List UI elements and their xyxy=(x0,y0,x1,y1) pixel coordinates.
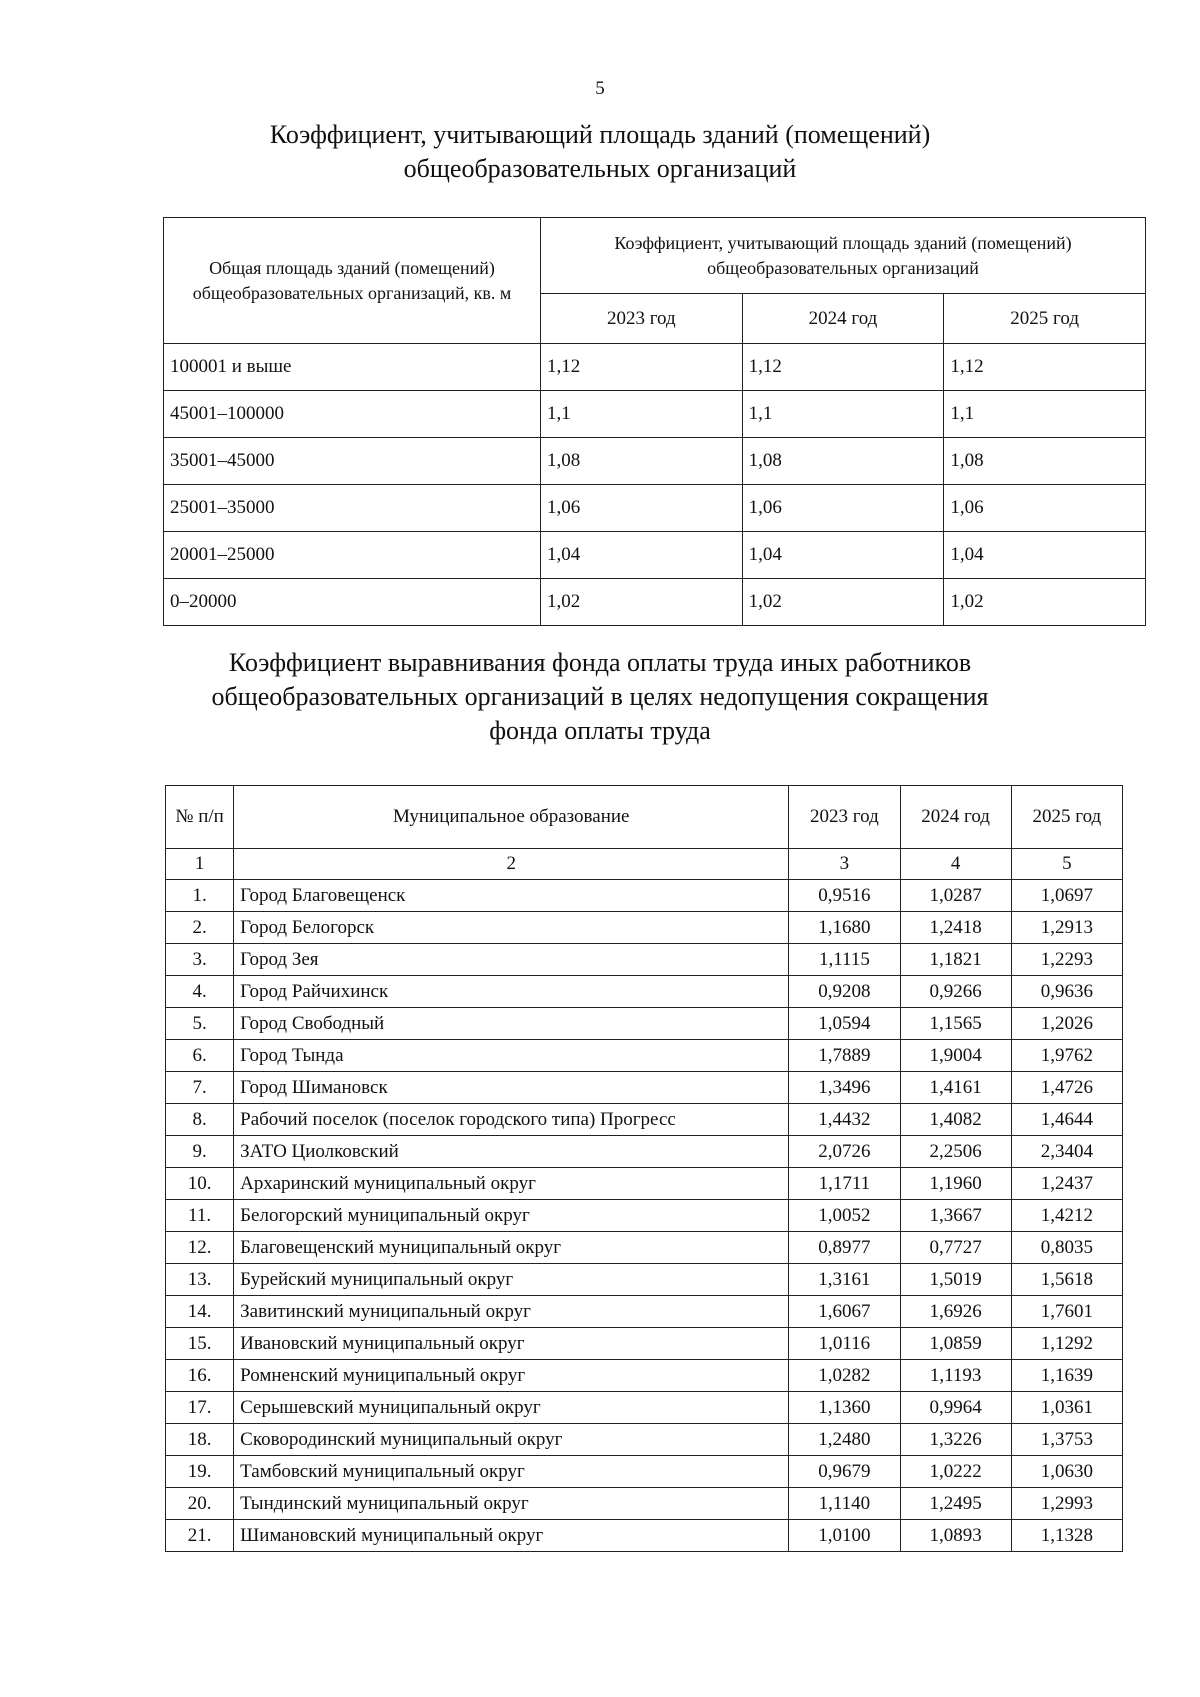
row-number: 13. xyxy=(166,1264,234,1296)
fot-value-2024: 1,6926 xyxy=(900,1296,1011,1328)
fot-value-2024: 1,5019 xyxy=(900,1264,1011,1296)
fot-value-2023: 1,2480 xyxy=(789,1424,900,1456)
table-row xyxy=(166,1104,1123,1136)
area-range-cell: 0–20000 xyxy=(164,579,541,626)
row-number: 11. xyxy=(166,1200,234,1232)
municipality-name: Тамбовский муниципальный округ xyxy=(234,1456,789,1488)
table-row xyxy=(166,1424,1123,1456)
table-row xyxy=(166,1488,1123,1520)
fot-value-2025: 1,4212 xyxy=(1011,1200,1122,1232)
fot-value-2024: 0,9266 xyxy=(900,976,1011,1008)
fot-value-2023: 1,1115 xyxy=(789,944,900,976)
table-row xyxy=(166,880,1123,912)
municipality-name: Рабочий поселок (поселок городского типа) Прогресс xyxy=(234,1104,789,1136)
table-row xyxy=(166,1296,1123,1328)
area-value-2024: 1,04 xyxy=(742,532,944,579)
fot-value-2025: 0,9636 xyxy=(1011,976,1122,1008)
table-row xyxy=(166,1072,1123,1104)
area-header-left: Общая площадь зданий (помещений) общеобразовательных организаций, кв. м xyxy=(164,218,541,344)
area-header-right: Коэффициент, учитывающий площадь зданий (помещений) общеобразовательных организаций xyxy=(541,218,1146,294)
fot-value-2024: 1,3667 xyxy=(900,1200,1011,1232)
fot-value-2025: 1,3753 xyxy=(1011,1424,1122,1456)
row-number: 5. xyxy=(166,1008,234,1040)
row-number: 9. xyxy=(166,1136,234,1168)
row-number: 4. xyxy=(166,976,234,1008)
area-value-2025: 1,04 xyxy=(944,532,1146,579)
fot-column-index: 1 xyxy=(166,849,234,880)
area-value-2025: 1,1 xyxy=(944,391,1146,438)
table-row xyxy=(166,1328,1123,1360)
fot-value-2024: 1,0859 xyxy=(900,1328,1011,1360)
fot-value-2025: 1,2993 xyxy=(1011,1488,1122,1520)
page-number: 5 xyxy=(595,78,605,99)
municipality-name: Шимановский муниципальный округ xyxy=(234,1520,789,1552)
area-value-2024: 1,12 xyxy=(742,344,944,391)
area-title-line: общеобразовательных организаций xyxy=(403,154,797,183)
municipality-name: Город Зея xyxy=(234,944,789,976)
fot-value-2024: 1,4082 xyxy=(900,1104,1011,1136)
fot-header-num: № п/п xyxy=(166,786,234,849)
table-row xyxy=(164,485,1146,532)
area-value-2023: 1,12 xyxy=(541,344,743,391)
row-number: 15. xyxy=(166,1328,234,1360)
fot-column-index: 3 xyxy=(789,849,900,880)
municipality-name: Город Тында xyxy=(234,1040,789,1072)
row-number: 3. xyxy=(166,944,234,976)
fot-value-2023: 1,4432 xyxy=(789,1104,900,1136)
table-row xyxy=(166,1360,1123,1392)
fot-value-2023: 0,9679 xyxy=(789,1456,900,1488)
table-row xyxy=(166,1040,1123,1072)
fot-value-2023: 1,1680 xyxy=(789,912,900,944)
table-row xyxy=(164,532,1146,579)
fot-value-2023: 1,0282 xyxy=(789,1360,900,1392)
municipality-name: ЗАТО Циолковский xyxy=(234,1136,789,1168)
area-header-year-2024: 2024 год xyxy=(742,294,944,344)
fot-coefficient-table xyxy=(165,785,1123,1552)
municipality-name: Город Белогорск xyxy=(234,912,789,944)
row-number: 18. xyxy=(166,1424,234,1456)
area-value-2023: 1,08 xyxy=(541,438,743,485)
table-row xyxy=(166,1008,1123,1040)
area-range-cell: 35001–45000 xyxy=(164,438,541,485)
area-value-2025: 1,02 xyxy=(944,579,1146,626)
area-value-2023: 1,1 xyxy=(541,391,743,438)
fot-title-line: общеобразовательных организаций в целях недопущения сокращения xyxy=(211,682,989,711)
fot-value-2024: 1,2418 xyxy=(900,912,1011,944)
fot-value-2025: 0,8035 xyxy=(1011,1232,1122,1264)
table-row xyxy=(164,391,1146,438)
fot-value-2023: 0,9516 xyxy=(789,880,900,912)
fot-value-2025: 1,4644 xyxy=(1011,1104,1122,1136)
fot-column-index: 5 xyxy=(1011,849,1122,880)
fot-value-2025: 1,2026 xyxy=(1011,1008,1122,1040)
row-number: 17. xyxy=(166,1392,234,1424)
area-header-year-2023: 2023 год xyxy=(541,294,743,344)
table-row xyxy=(166,1456,1123,1488)
area-value-2024: 1,1 xyxy=(742,391,944,438)
row-number: 2. xyxy=(166,912,234,944)
fot-value-2025: 1,2293 xyxy=(1011,944,1122,976)
fot-value-2023: 1,0116 xyxy=(789,1328,900,1360)
table-row xyxy=(166,1264,1123,1296)
table-row xyxy=(166,1392,1123,1424)
municipality-name: Тындинский муниципальный округ xyxy=(234,1488,789,1520)
table-row xyxy=(166,1136,1123,1168)
fot-value-2023: 2,0726 xyxy=(789,1136,900,1168)
fot-value-2025: 1,7601 xyxy=(1011,1296,1122,1328)
fot-value-2025: 1,5618 xyxy=(1011,1264,1122,1296)
row-number: 8. xyxy=(166,1104,234,1136)
fot-value-2025: 1,9762 xyxy=(1011,1040,1122,1072)
area-value-2024: 1,06 xyxy=(742,485,944,532)
fot-value-2025: 1,1639 xyxy=(1011,1360,1122,1392)
area-range-cell: 100001 и выше xyxy=(164,344,541,391)
fot-value-2025: 2,3404 xyxy=(1011,1136,1122,1168)
fot-value-2024: 0,9964 xyxy=(900,1392,1011,1424)
municipality-name: Город Шимановск xyxy=(234,1072,789,1104)
table-row xyxy=(166,944,1123,976)
municipality-name: Архаринский муниципальный округ xyxy=(234,1168,789,1200)
area-range-cell: 20001–25000 xyxy=(164,532,541,579)
fot-header-year-2024: 2024 год xyxy=(900,786,1011,849)
municipality-name: Благовещенский муниципальный округ xyxy=(234,1232,789,1264)
fot-value-2025: 1,2913 xyxy=(1011,912,1122,944)
area-value-2023: 1,06 xyxy=(541,485,743,532)
row-number: 19. xyxy=(166,1456,234,1488)
fot-header-name: Муниципальное образование xyxy=(234,786,789,849)
row-number: 16. xyxy=(166,1360,234,1392)
fot-value-2023: 1,0100 xyxy=(789,1520,900,1552)
table-row xyxy=(166,1232,1123,1264)
table-row xyxy=(164,344,1146,391)
fot-value-2025: 1,1328 xyxy=(1011,1520,1122,1552)
fot-value-2023: 1,1140 xyxy=(789,1488,900,1520)
row-number: 10. xyxy=(166,1168,234,1200)
table-row xyxy=(166,1520,1123,1552)
municipality-name: Сковородинский муниципальный округ xyxy=(234,1424,789,1456)
area-value-2025: 1,06 xyxy=(944,485,1146,532)
fot-value-2023: 0,9208 xyxy=(789,976,900,1008)
fot-value-2025: 1,0697 xyxy=(1011,880,1122,912)
fot-section-title xyxy=(0,646,1200,748)
fot-value-2024: 1,1960 xyxy=(900,1168,1011,1200)
area-value-2023: 1,04 xyxy=(541,532,743,579)
fot-value-2025: 1,4726 xyxy=(1011,1072,1122,1104)
municipality-name: Город Райчихинск xyxy=(234,976,789,1008)
fot-value-2023: 1,6067 xyxy=(789,1296,900,1328)
fot-title-line: Коэффициент выравнивания фонда оплаты труда иных работников xyxy=(228,648,972,677)
table-row xyxy=(166,1168,1123,1200)
row-number: 20. xyxy=(166,1488,234,1520)
fot-column-index: 2 xyxy=(234,849,789,880)
table-row xyxy=(166,912,1123,944)
fot-value-2023: 1,0052 xyxy=(789,1200,900,1232)
municipality-name: Серышевский муниципальный округ xyxy=(234,1392,789,1424)
fot-value-2025: 1,0630 xyxy=(1011,1456,1122,1488)
area-value-2024: 1,02 xyxy=(742,579,944,626)
fot-value-2024: 1,0287 xyxy=(900,880,1011,912)
area-value-2024: 1,08 xyxy=(742,438,944,485)
fot-value-2025: 1,1292 xyxy=(1011,1328,1122,1360)
fot-title-line: фонда оплаты труда xyxy=(489,716,711,745)
area-range-cell: 45001–100000 xyxy=(164,391,541,438)
municipality-name: Ромненский муниципальный округ xyxy=(234,1360,789,1392)
area-value-2025: 1,08 xyxy=(944,438,1146,485)
fot-value-2024: 1,0222 xyxy=(900,1456,1011,1488)
municipality-name: Ивановский муниципальный округ xyxy=(234,1328,789,1360)
fot-column-index: 4 xyxy=(900,849,1011,880)
municipality-name: Белогорский муниципальный округ xyxy=(234,1200,789,1232)
area-coefficient-table xyxy=(163,217,1146,626)
table-row xyxy=(164,438,1146,485)
municipality-name: Город Свободный xyxy=(234,1008,789,1040)
fot-value-2024: 1,2495 xyxy=(900,1488,1011,1520)
fot-value-2024: 1,1193 xyxy=(900,1360,1011,1392)
fot-value-2023: 1,1360 xyxy=(789,1392,900,1424)
fot-value-2023: 0,8977 xyxy=(789,1232,900,1264)
area-range-cell: 25001–35000 xyxy=(164,485,541,532)
row-number: 7. xyxy=(166,1072,234,1104)
fot-value-2023: 1,7889 xyxy=(789,1040,900,1072)
fot-header-year-2025: 2025 год xyxy=(1011,786,1122,849)
table-row xyxy=(164,579,1146,626)
fot-value-2023: 1,0594 xyxy=(789,1008,900,1040)
area-value-2023: 1,02 xyxy=(541,579,743,626)
row-number: 1. xyxy=(166,880,234,912)
municipality-name: Бурейский муниципальный округ xyxy=(234,1264,789,1296)
fot-header-year-2023: 2023 год xyxy=(789,786,900,849)
area-section-title xyxy=(0,118,1200,186)
row-number: 12. xyxy=(166,1232,234,1264)
fot-value-2024: 1,4161 xyxy=(900,1072,1011,1104)
municipality-name: Завитинский муниципальный округ xyxy=(234,1296,789,1328)
municipality-name: Город Благовещенск xyxy=(234,880,789,912)
fot-value-2023: 1,3496 xyxy=(789,1072,900,1104)
row-number: 21. xyxy=(166,1520,234,1552)
fot-value-2024: 2,2506 xyxy=(900,1136,1011,1168)
fot-value-2025: 1,0361 xyxy=(1011,1392,1122,1424)
area-value-2025: 1,12 xyxy=(944,344,1146,391)
fot-value-2024: 0,7727 xyxy=(900,1232,1011,1264)
fot-value-2024: 1,1565 xyxy=(900,1008,1011,1040)
fot-value-2024: 1,1821 xyxy=(900,944,1011,976)
fot-value-2024: 1,9004 xyxy=(900,1040,1011,1072)
table-row xyxy=(166,976,1123,1008)
fot-value-2023: 1,3161 xyxy=(789,1264,900,1296)
fot-value-2024: 1,0893 xyxy=(900,1520,1011,1552)
area-title-line: Коэффициент, учитывающий площадь зданий (помещений) xyxy=(269,120,931,149)
row-number: 14. xyxy=(166,1296,234,1328)
fot-value-2025: 1,2437 xyxy=(1011,1168,1122,1200)
fot-value-2024: 1,3226 xyxy=(900,1424,1011,1456)
area-header-year-2025: 2025 год xyxy=(944,294,1146,344)
row-number: 6. xyxy=(166,1040,234,1072)
fot-value-2023: 1,1711 xyxy=(789,1168,900,1200)
table-row xyxy=(166,1200,1123,1232)
